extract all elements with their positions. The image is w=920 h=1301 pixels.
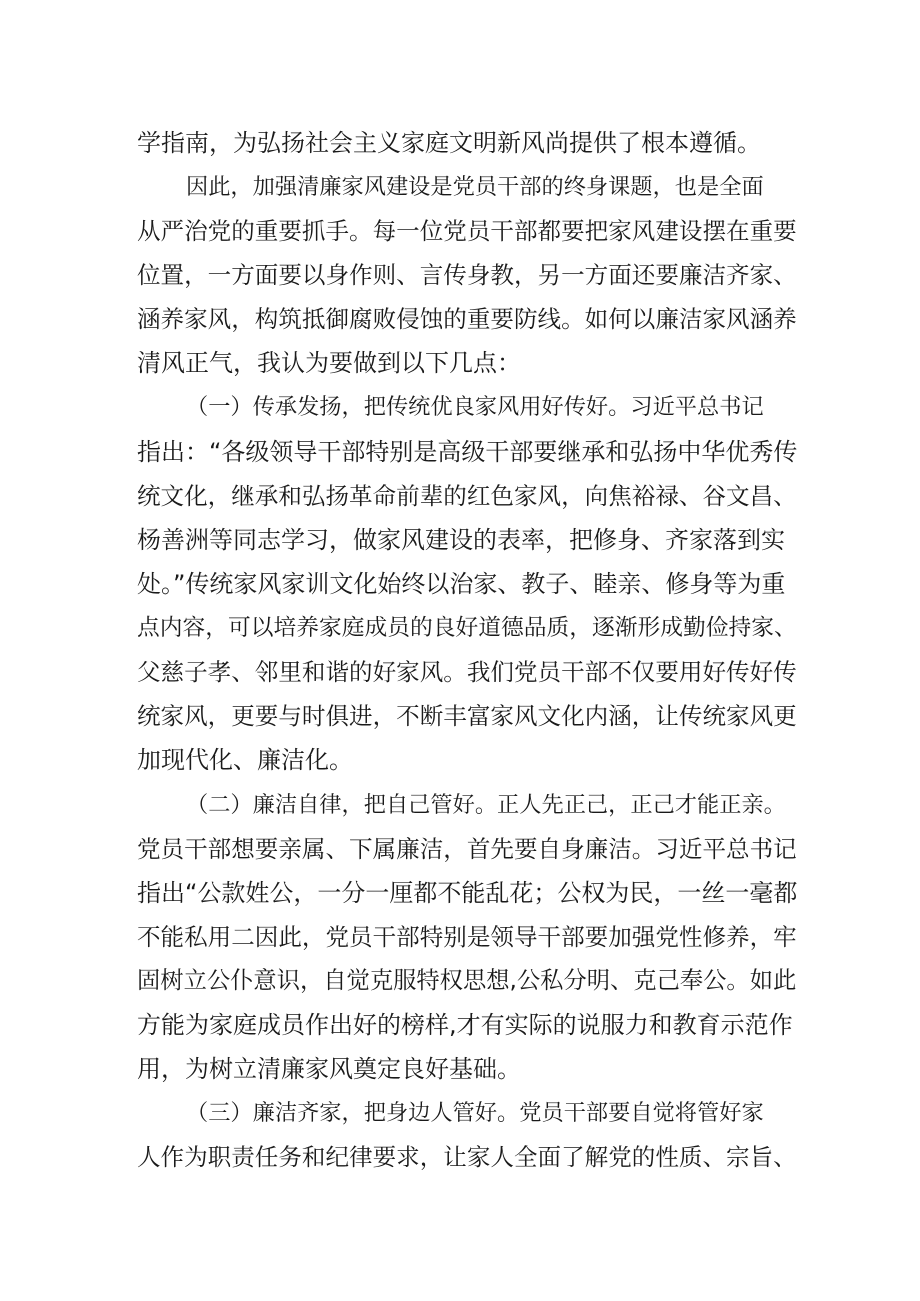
text-line: 父慈子孝、邻里和谐的好家风。我们党员干部不仅要用好传好传 xyxy=(137,658,797,686)
text-line: （一）传承发扬，把传统优良家风用好传好。习近平总书记 xyxy=(186,394,764,420)
text-line: 指出：“各级领导干部特别是高级干部要继承和弘扬中华优秀传 xyxy=(137,438,798,466)
text-line: 从严治党的重要抓手。每一位党员干部都要把家风建设摆在重要 xyxy=(137,217,797,245)
text-line: （二）廉洁自律，把自己管好。正人先正己，正己才能正亲。 xyxy=(186,792,786,818)
text-line: 位置，一方面要以身作则、言传身教，另一方面还要廉洁齐家、 xyxy=(137,261,797,289)
text-line: 处。”传统家风家训文化始终以治家、教子、睦亲、修身等为重 xyxy=(137,570,786,598)
text-line: 用，为树立清廉家风奠定良好基础。 xyxy=(137,1055,521,1083)
text-line: 党员干部想要亲属、下属廉洁，首先要自身廉洁。习近平总书记 xyxy=(137,835,797,863)
text-line: 统家风，更要与时俱进，不断丰富家风文化内涵，让传统家风更 xyxy=(137,702,797,730)
text-line: 涵养家风，构筑抵御腐败侵蚀的重要防线。如何以廉洁家风涵养 xyxy=(137,305,797,333)
text-line: 学指南，为弘扬社会主义家庭文明新风尚提供了根本遵循。 xyxy=(137,129,761,157)
text-line: 指出“公款姓公，一分一厘都不能乱花；公权为民，一丝一毫都 xyxy=(137,879,798,907)
text-line: 方能为家庭成员作出好的榜样,才有实际的说服力和教育示范作 xyxy=(137,1011,793,1039)
text-line: （三）廉洁齐家，把身边人管好。党员干部要自觉将管好家 xyxy=(186,1100,764,1126)
text-line: 统文化，继承和弘扬革命前辈的红色家风，向焦裕禄、谷文昌、 xyxy=(137,482,797,510)
text-line: 因此，加强清廉家风建设是党员干部的终身课题，也是全面 xyxy=(186,174,764,200)
text-line: 清风正气，我认为要做到以下几点： xyxy=(137,349,521,377)
text-line: 不能私用二因此，党员干部特别是领导干部要加强党性修养，牢 xyxy=(137,923,797,951)
text-line: 固树立公仆意识，自觉克服特权思想,公私分明、克己奉公。如此 xyxy=(137,967,797,994)
text-line: 人作为职责任务和纪律要求，让家人全面了解党的性质、宗旨、 xyxy=(137,1143,797,1171)
text-line: 点内容，可以培养家庭成员的良好道德品质，逐渐形成勤俭持家、 xyxy=(137,615,797,641)
text-line: 杨善洲等同志学习，做家风建设的表率，把修身、齐家落到实 xyxy=(137,526,785,554)
text-line: 加现代化、廉洁化。 xyxy=(137,746,353,774)
